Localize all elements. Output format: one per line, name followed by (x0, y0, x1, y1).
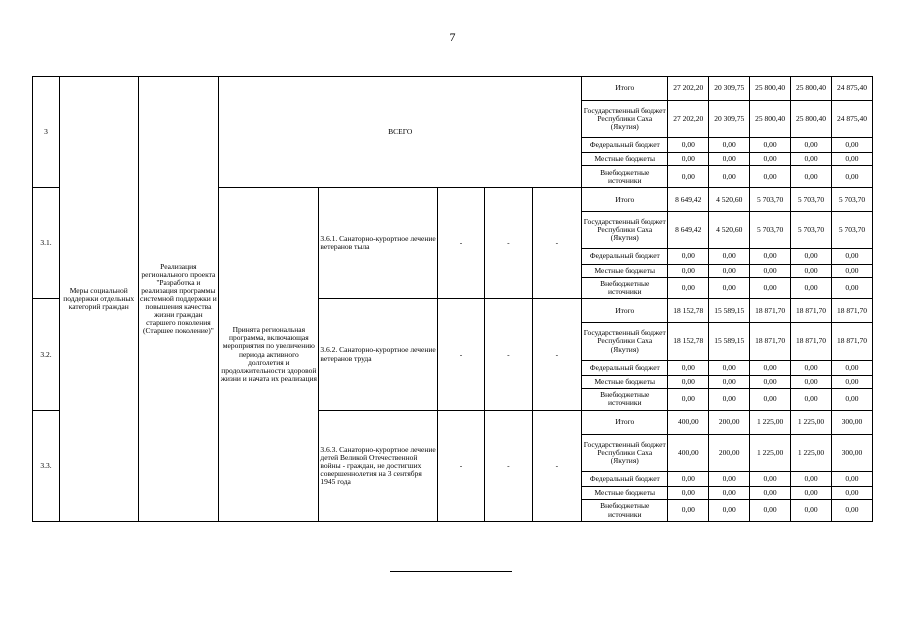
funding-source: Местные бюджеты (582, 153, 668, 166)
funding-value: 18 871,70 (791, 299, 832, 323)
funding-source: Местные бюджеты (582, 486, 668, 499)
funding-value: 0,00 (750, 500, 791, 522)
funding-value: 400,00 (668, 434, 709, 471)
funding-value: 25 800,40 (791, 77, 832, 101)
funding-value: 15 589,15 (709, 299, 750, 323)
funding-value: 0,00 (831, 166, 872, 188)
funding-value: 0,00 (750, 138, 791, 153)
funding-value: 20 309,75 (709, 100, 750, 137)
funding-value: 0,00 (791, 166, 832, 188)
funding-value: 0,00 (791, 138, 832, 153)
funding-value: 25 800,40 (750, 100, 791, 137)
funding-source: Внебюджетные источники (582, 277, 668, 299)
dash-cell: - (485, 188, 532, 299)
funding-source: Внебюджетные источники (582, 388, 668, 410)
funding-value: 0,00 (668, 500, 709, 522)
funding-value: 0,00 (709, 264, 750, 277)
funding-value: 0,00 (831, 360, 872, 375)
funding-value: 0,00 (831, 277, 872, 299)
funding-value: 27 202,20 (668, 100, 709, 137)
funding-value: 0,00 (709, 486, 750, 499)
funding-source: Итого (582, 299, 668, 323)
funding-value: 0,00 (668, 486, 709, 499)
funding-value: 25 800,40 (750, 77, 791, 101)
row-number: 3.1. (33, 188, 60, 299)
funding-value: 0,00 (709, 166, 750, 188)
project-name: Реализация регионального проекта "Разработка и реализация программы системной поддержки и повышения качества жизни граждан старшего поколения (Старшее поколение)" (138, 77, 219, 522)
funding-value: 0,00 (791, 471, 832, 486)
funding-value: 0,00 (831, 500, 872, 522)
funding-value: 0,00 (709, 471, 750, 486)
funding-value: 0,00 (831, 388, 872, 410)
funding-value: 18 871,70 (750, 299, 791, 323)
dash-cell: - (437, 299, 484, 410)
funding-source: Федеральный бюджет (582, 138, 668, 153)
funding-value: 25 800,40 (791, 100, 832, 137)
dash-cell: - (532, 299, 582, 410)
row-number: 3 (33, 77, 60, 188)
funding-value: 8 649,42 (668, 188, 709, 212)
funding-value: 24 875,40 (831, 77, 872, 101)
funding-source: Государственный бюджет Республики Саха (Якутия) (582, 434, 668, 471)
funding-value: 5 703,70 (750, 212, 791, 249)
funding-value: 0,00 (750, 471, 791, 486)
funding-value: 0,00 (831, 486, 872, 499)
funding-value: 0,00 (831, 153, 872, 166)
funding-value: 0,00 (668, 166, 709, 188)
funding-value: 0,00 (831, 375, 872, 388)
table-row (33, 77, 873, 101)
funding-value: 0,00 (831, 138, 872, 153)
funding-source: Государственный бюджет Республики Саха (Якутия) (582, 323, 668, 360)
funding-source: Итого (582, 410, 668, 434)
funding-value: 5 703,70 (831, 188, 872, 212)
funding-value: 4 520,60 (709, 212, 750, 249)
funding-value: 15 589,15 (709, 323, 750, 360)
funding-value: 4 520,60 (709, 188, 750, 212)
funding-value: 0,00 (750, 264, 791, 277)
funding-value: 20 309,75 (709, 77, 750, 101)
funding-value: 5 703,70 (831, 212, 872, 249)
event-name: 3.6.1. Санаторно-курортное лечение ветеранов тыла (319, 188, 437, 299)
funding-source: Местные бюджеты (582, 264, 668, 277)
funding-value: 0,00 (831, 264, 872, 277)
funding-value: 0,00 (709, 375, 750, 388)
funding-source: Федеральный бюджет (582, 249, 668, 264)
funding-value: 0,00 (791, 486, 832, 499)
funding-value: 400,00 (668, 410, 709, 434)
funding-value: 0,00 (750, 153, 791, 166)
funding-value: 0,00 (709, 153, 750, 166)
funding-value: 18 152,78 (668, 299, 709, 323)
funding-value: 5 703,70 (791, 188, 832, 212)
funding-source: Внебюджетные источники (582, 166, 668, 188)
event-name: 3.6.3. Санаторно-курортное лечение детей Великой Отечественной войны - граждан, не достигших совершеннолетия на 3 сентября 1945 года (319, 410, 437, 521)
funding-value: 1 225,00 (750, 410, 791, 434)
funding-value: 0,00 (668, 360, 709, 375)
funding-value: 0,00 (831, 471, 872, 486)
funding-value: 300,00 (831, 410, 872, 434)
event-name: 3.6.2. Санаторно-курортное лечение ветеранов труда (319, 299, 437, 410)
measure-name: Меры социальной поддержки отдельных категорий граждан (59, 77, 138, 522)
funding-value: 0,00 (709, 500, 750, 522)
funding-value: 0,00 (709, 388, 750, 410)
dash-cell: - (485, 299, 532, 410)
result-description: Принята региональная программа, включающая мероприятия по увеличению периода активного долголетия и продолжительности здоровой жизни и начата их реализация (219, 188, 319, 522)
funding-value: 0,00 (750, 375, 791, 388)
funding-value: 0,00 (791, 500, 832, 522)
program-funding-table (32, 76, 873, 522)
footnote-separator (390, 571, 512, 572)
funding-value: 0,00 (750, 277, 791, 299)
funding-value: 0,00 (709, 360, 750, 375)
funding-value: 0,00 (668, 471, 709, 486)
funding-value: 1 225,00 (750, 434, 791, 471)
row-number: 3.3. (33, 410, 60, 521)
funding-value: 18 871,70 (791, 323, 832, 360)
row-number: 3.2. (33, 299, 60, 410)
funding-value: 0,00 (709, 277, 750, 299)
funding-value: 0,00 (791, 249, 832, 264)
funding-value: 0,00 (668, 249, 709, 264)
funding-value: 200,00 (709, 410, 750, 434)
funding-value: 0,00 (791, 388, 832, 410)
funding-value: 0,00 (668, 138, 709, 153)
funding-source: Федеральный бюджет (582, 471, 668, 486)
funding-value: 200,00 (709, 434, 750, 471)
funding-source: Внебюджетные источники (582, 500, 668, 522)
funding-value: 0,00 (750, 486, 791, 499)
total-label: ВСЕГО (219, 77, 582, 188)
funding-source: Государственный бюджет Республики Саха (Якутия) (582, 212, 668, 249)
funding-value: 0,00 (750, 166, 791, 188)
funding-value: 18 871,70 (831, 323, 872, 360)
dash-cell: - (485, 410, 532, 521)
funding-value: 18 152,78 (668, 323, 709, 360)
funding-value: 300,00 (831, 434, 872, 471)
funding-source: Местные бюджеты (582, 375, 668, 388)
funding-value: 0,00 (791, 375, 832, 388)
funding-value: 27 202,20 (668, 77, 709, 101)
funding-value: 0,00 (791, 153, 832, 166)
funding-value: 24 875,40 (831, 100, 872, 137)
table-body (33, 77, 873, 522)
funding-value: 0,00 (750, 249, 791, 264)
funding-source: Государственный бюджет Республики Саха (Якутия) (582, 100, 668, 137)
dash-cell: - (437, 188, 484, 299)
funding-value: 0,00 (791, 264, 832, 277)
funding-value: 18 871,70 (831, 299, 872, 323)
funding-value: 0,00 (668, 264, 709, 277)
dash-cell: - (532, 410, 582, 521)
funding-value: 0,00 (831, 249, 872, 264)
funding-value: 5 703,70 (750, 188, 791, 212)
funding-source: Федеральный бюджет (582, 360, 668, 375)
funding-value: 0,00 (791, 277, 832, 299)
funding-value: 0,00 (709, 249, 750, 264)
funding-value: 1 225,00 (791, 410, 832, 434)
funding-value: 0,00 (791, 360, 832, 375)
page-number: 7 (449, 30, 456, 44)
funding-value: 0,00 (750, 388, 791, 410)
funding-value: 1 225,00 (791, 434, 832, 471)
funding-value: 18 871,70 (750, 323, 791, 360)
funding-source: Итого (582, 77, 668, 101)
funding-value: 0,00 (750, 360, 791, 375)
funding-source: Итого (582, 188, 668, 212)
funding-value: 5 703,70 (791, 212, 832, 249)
funding-value: 0,00 (668, 153, 709, 166)
funding-value: 0,00 (709, 138, 750, 153)
funding-value: 0,00 (668, 388, 709, 410)
funding-value: 0,00 (668, 375, 709, 388)
dash-cell: - (532, 188, 582, 299)
funding-value: 8 649,42 (668, 212, 709, 249)
funding-value: 0,00 (668, 277, 709, 299)
dash-cell: - (437, 410, 484, 521)
